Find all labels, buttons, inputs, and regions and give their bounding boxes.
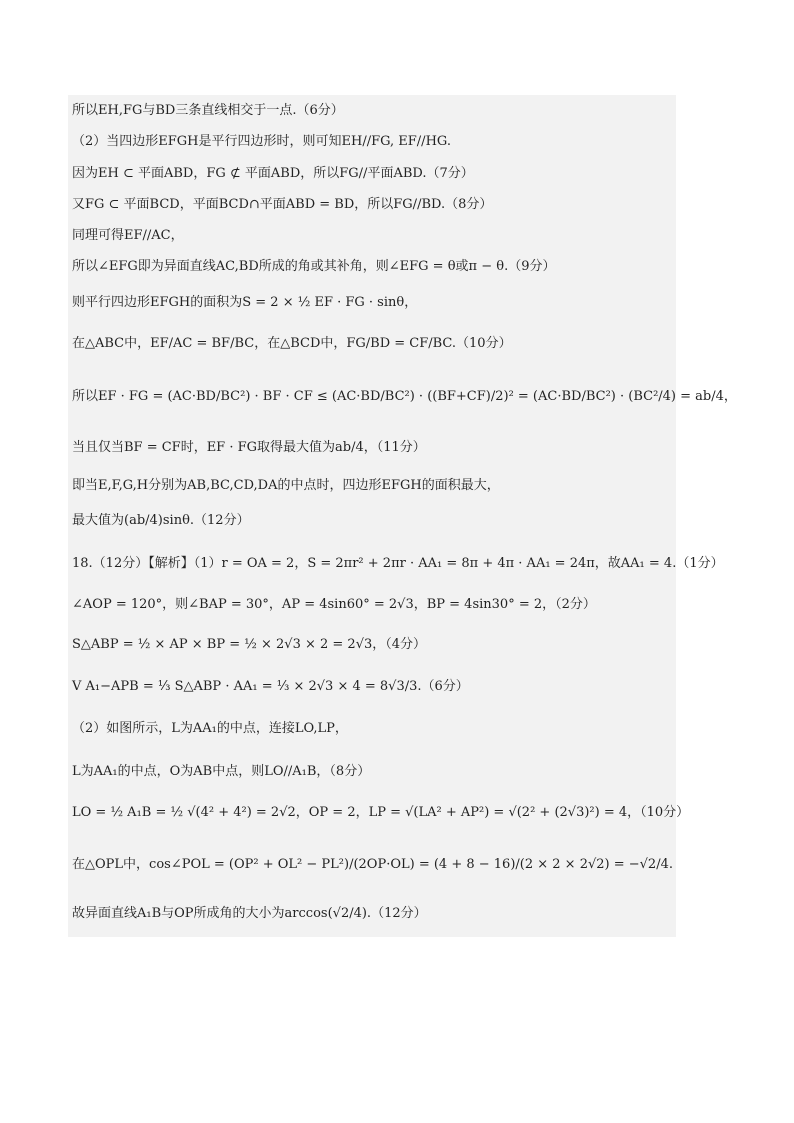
solution-line-7: 则平行四边形EFGH的面积为S = 2 × ½ EF · FG · sinθ，: [72, 295, 418, 310]
solution-line-21: 故异面直线A₁B与OP所成角的大小为arccos(√2/4).（12分）: [72, 906, 427, 921]
solution-line-5: 同理可得EF//AC，: [72, 228, 184, 243]
solution-line-16: V A₁−APB = ⅓ S△ABP · AA₁ = ⅓ × 2√3 × 4 = 8√3/3.（6分）: [72, 679, 469, 694]
solution-line-4: 又FG ⊂ 平面BCD，平面BCD∩平面ABD = BD，所以FG//BD.（8分）: [72, 197, 493, 212]
solution-line-10: 当且仅当BF = CF时，EF · FG取得最大值为ab/4，（11分）: [72, 440, 426, 455]
solution-line-17: （2）如图所示，L为AA₁的中点，连接LO,LP，: [72, 721, 348, 736]
solution-line-11: 即当E,F,G,H分别为AB,BC,CD,DA的中点时，四边形EFGH的面积最大，: [72, 478, 500, 493]
solution-line-9: 所以EF · FG = (AC·BD/BC²) · BF · CF ≤ (AC·BD/BC²) · ((BF+CF)/2)² = (AC·BD/BC²) · (BC²/4) = ab/4，: [72, 389, 737, 404]
solution-line-3: 因为EH ⊂ 平面ABD，FG ⊄ 平面ABD，所以FG//平面ABD.（7分）: [72, 166, 474, 181]
solution-line-19: LO = ½ A₁B = ½ √(4² + 4²) = 2√2，OP = 2，LP = √(LA² + AP²) = √(2² + (2√3)²) = 4，（10分）: [72, 805, 690, 820]
solution-line-18: L为AA₁的中点，O为AB中点，则LO//A₁B，（8分）: [72, 764, 371, 779]
solution-line-20: 在△OPL中，cos∠POL = (OP² + OL² − PL²)/(2OP·OL) = (4 + 8 − 16)/(2 × 2 × 2√2) = −√2/4.: [72, 857, 673, 872]
solution-line-1: 所以EH,FG与BD三条直线相交于一点.（6分）: [72, 103, 344, 118]
solution-line-8: 在△ABC中，EF/AC = BF/BC，在△BCD中，FG/BD = CF/BC.（10分）: [72, 336, 512, 351]
solution-line-6: 所以∠EFG即为异面直线AC,BD所成的角或其补角，则∠EFG = θ或π − θ.（9分）: [72, 259, 556, 274]
solution-line-2: （2）当四边形EFGH是平行四边形时，则可知EH//FG, EF//HG.: [72, 134, 451, 149]
solution-line-14: ∠AOP = 120°，则∠BAP = 30°，AP = 4sin60° = 2√3，BP = 4sin30° = 2，（2分）: [72, 597, 596, 612]
solution-line-12: 最大值为(ab/4)sinθ.（12分）: [72, 513, 250, 528]
solution-line-15: S△ABP = ½ × AP × BP = ½ × 2√3 × 2 = 2√3，（4分）: [72, 637, 427, 652]
solution-line-13: 18.（12分）【解析】（1）r = OA = 2，S = 2πr² + 2πr · AA₁ = 8π + 4π · AA₁ = 24π，故AA₁ = 4.（1分）: [72, 556, 724, 571]
